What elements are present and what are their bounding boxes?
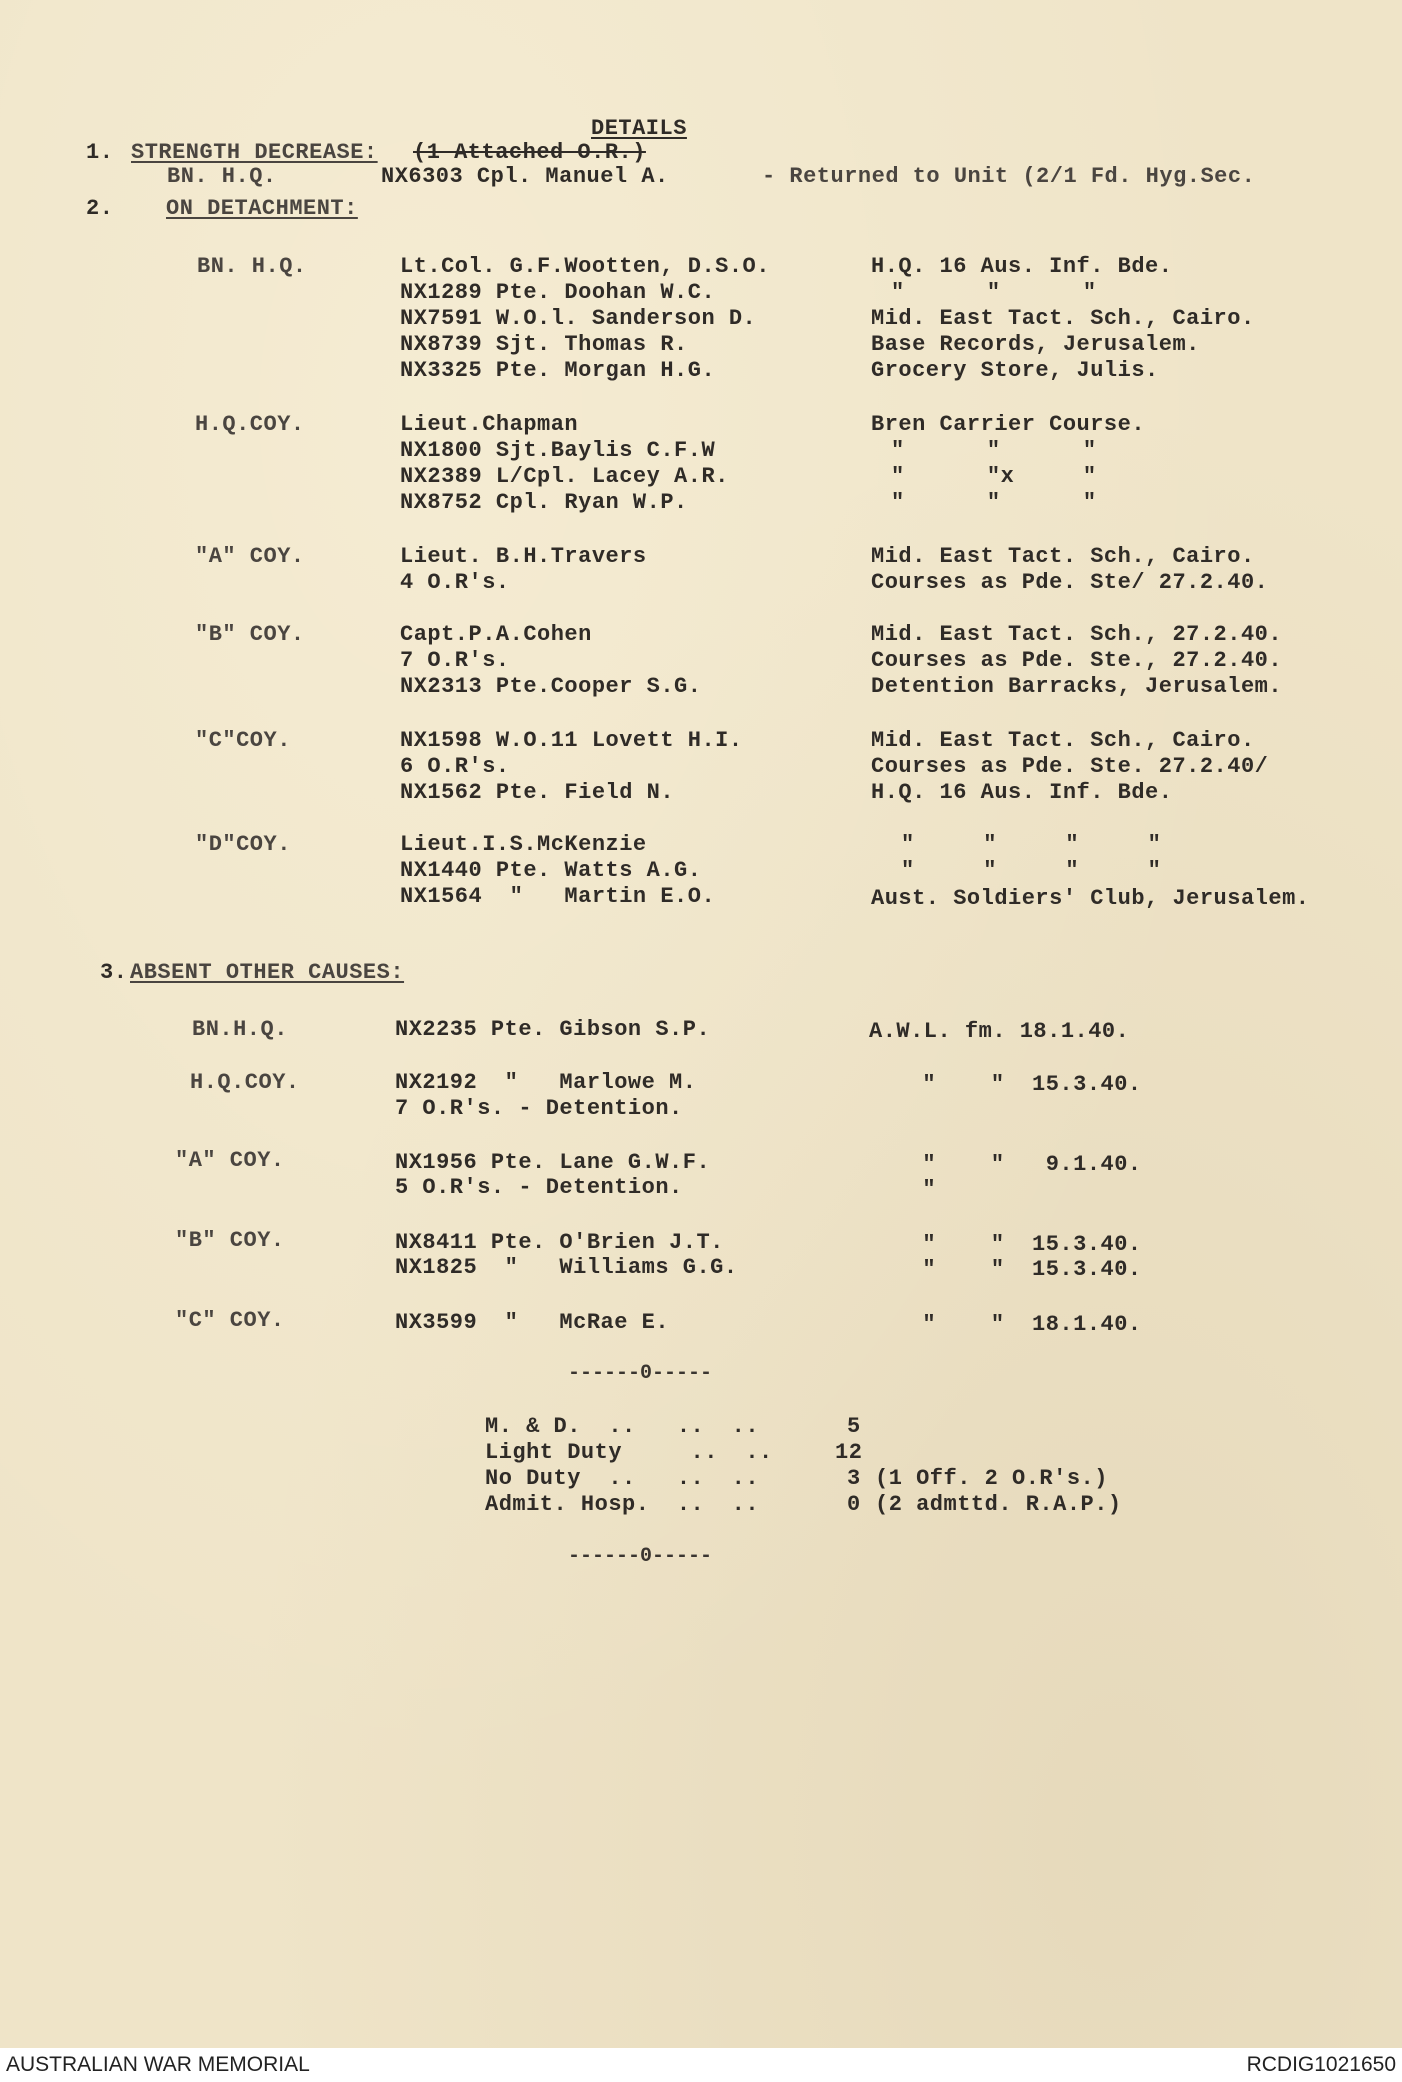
detachment-dest: " " " bbox=[891, 438, 1097, 463]
detachment-name: NX7591 W.O.l. Sanderson D. bbox=[400, 306, 757, 331]
summary-label: No Duty .. .. .. bbox=[485, 1466, 760, 1491]
detachment-dest: Courses as Pde. Ste., 27.2.40. bbox=[871, 648, 1283, 673]
absent-unit: H.Q.COY. bbox=[190, 1070, 300, 1095]
summary-label: Admit. Hosp. .. .. bbox=[485, 1492, 760, 1517]
absent-name: NX3599 " McRae E. bbox=[395, 1310, 670, 1335]
detachment-unit: "C"COY. bbox=[195, 728, 291, 753]
detachment-name: Capt.P.A.Cohen bbox=[400, 622, 592, 647]
detachment-dest: " " " bbox=[891, 280, 1097, 305]
detachment-name: NX1440 Pte. Watts A.G. bbox=[400, 858, 702, 883]
absent-unit: "C" COY. bbox=[175, 1308, 285, 1333]
detachment-unit: "B" COY. bbox=[195, 622, 305, 647]
footer-id: RCDIG1021650 bbox=[1246, 2053, 1396, 2076]
absent-dest: A.W.L. fm. 18.1.40. bbox=[869, 1019, 1130, 1044]
absent-name: NX1825 " Williams G.G. bbox=[395, 1255, 738, 1280]
detachment-name: NX1800 Sjt.Baylis C.F.W bbox=[400, 438, 716, 463]
detachment-dest: H.Q. 16 Aus. Inf. Bde. bbox=[871, 254, 1173, 279]
absent-name: 7 O.R's. - Detention. bbox=[395, 1096, 683, 1121]
absent-unit: "B" COY. bbox=[175, 1228, 285, 1253]
section-2-title: ON DETACHMENT: bbox=[166, 196, 358, 221]
detachment-dest: Grocery Store, Julis. bbox=[871, 358, 1159, 383]
detachment-name: NX1289 Pte. Doohan W.C. bbox=[400, 280, 716, 305]
detachment-dest: Detention Barracks, Jerusalem. bbox=[871, 674, 1283, 699]
separator: ------0----- bbox=[568, 1545, 713, 1568]
absent-dest: " " 15.3.40. bbox=[895, 1072, 1142, 1097]
detachment-name: NX8739 Sjt. Thomas R. bbox=[400, 332, 688, 357]
section-3-number: 3. bbox=[100, 960, 128, 985]
summary-note: (2 admttd. R.A.P.) bbox=[875, 1492, 1122, 1517]
absent-dest: " bbox=[895, 1177, 937, 1202]
section-1-title: STRENGTH DECREASE: bbox=[131, 140, 378, 165]
detachment-name: 6 O.R's. bbox=[400, 754, 510, 779]
absent-name: NX2192 " Marlowe M. bbox=[395, 1070, 697, 1095]
detachment-name: Lt.Col. G.F.Wootten, D.S.O. bbox=[400, 254, 770, 279]
detachment-name: NX8752 Cpl. Ryan W.P. bbox=[400, 490, 688, 515]
detachment-dest: Base Records, Jerusalem. bbox=[871, 332, 1200, 357]
detachment-dest: Mid. East Tact. Sch., Cairo. bbox=[871, 728, 1255, 753]
detachment-dest: " " " " bbox=[901, 832, 1162, 857]
detachment-name: Lieut. B.H.Travers bbox=[400, 544, 647, 569]
detachment-dest: H.Q. 16 Aus. Inf. Bde. bbox=[871, 780, 1173, 805]
detachment-unit: "A" COY. bbox=[195, 544, 305, 569]
absent-unit: BN.H.Q. bbox=[192, 1017, 288, 1042]
section-1-result: - Returned to Unit (2/1 Fd. Hyg.Sec. bbox=[762, 164, 1256, 189]
summary-value: 5 bbox=[847, 1414, 861, 1439]
detachment-name: NX1564 " Martin E.O. bbox=[400, 884, 716, 909]
detachment-dest: Bren Carrier Course. bbox=[871, 412, 1146, 437]
summary-value: 12 bbox=[835, 1440, 863, 1465]
absent-name: 5 O.R's. - Detention. bbox=[395, 1175, 683, 1200]
section-3-title: ABSENT OTHER CAUSES: bbox=[130, 960, 405, 985]
absent-name: NX1956 Pte. Lane G.W.F. bbox=[395, 1150, 711, 1175]
detachment-dest: " " " bbox=[891, 490, 1097, 515]
footer-source: AUSTRALIAN WAR MEMORIAL bbox=[6, 2053, 310, 2076]
detachment-dest: Mid. East Tact. Sch., Cairo. bbox=[871, 544, 1255, 569]
detachment-name: 4 O.R's. bbox=[400, 570, 510, 595]
absent-name: NX2235 Pte. Gibson S.P. bbox=[395, 1017, 711, 1042]
detachment-dest: Aust. Soldiers' Club, Jerusalem. bbox=[871, 886, 1310, 911]
absent-name: NX8411 Pte. O'Brien J.T. bbox=[395, 1230, 724, 1255]
absent-unit: "A" COY. bbox=[175, 1148, 285, 1173]
detachment-name: 7 O.R's. bbox=[400, 648, 510, 673]
detachment-dest: Mid. East Tact. Sch., 27.2.40. bbox=[871, 622, 1283, 647]
summary-label: M. & D. .. .. .. bbox=[485, 1414, 760, 1439]
detachment-name: NX2313 Pte.Cooper S.G. bbox=[400, 674, 702, 699]
detachment-name: NX1598 W.O.11 Lovett H.I. bbox=[400, 728, 743, 753]
section-2-number: 2. bbox=[86, 196, 114, 221]
detachment-name: Lieut.Chapman bbox=[400, 412, 579, 437]
detachment-dest: " " " " bbox=[901, 858, 1162, 883]
detachment-unit: BN. H.Q. bbox=[197, 254, 307, 279]
detachment-name: NX3325 Pte. Morgan H.G. bbox=[400, 358, 716, 383]
detachment-name: Lieut.I.S.McKenzie bbox=[400, 832, 647, 857]
page-heading: DETAILS bbox=[591, 116, 687, 141]
absent-dest: " " 9.1.40. bbox=[895, 1152, 1142, 1177]
summary-value: 0 bbox=[847, 1492, 861, 1517]
summary-note: (1 Off. 2 O.R's.) bbox=[875, 1466, 1108, 1491]
detachment-unit: "D"COY. bbox=[195, 832, 291, 857]
section-1-note: (1 Attached O.R.) bbox=[413, 140, 646, 165]
section-1-number: 1. bbox=[86, 140, 114, 165]
detachment-dest: Mid. East Tact. Sch., Cairo. bbox=[871, 306, 1255, 331]
detachment-dest: Courses as Pde. Ste. 27.2.40/ bbox=[871, 754, 1269, 779]
detachment-unit: H.Q.COY. bbox=[195, 412, 305, 437]
section-1-unit: BN. H.Q. bbox=[167, 164, 277, 189]
absent-dest: " " 18.1.40. bbox=[895, 1312, 1142, 1337]
detachment-dest: Courses as Pde. Ste/ 27.2.40. bbox=[871, 570, 1269, 595]
summary-value: 3 bbox=[847, 1466, 861, 1491]
section-1-entry: NX6303 Cpl. Manuel A. bbox=[381, 164, 669, 189]
absent-dest: " " 15.3.40. bbox=[895, 1232, 1142, 1257]
detachment-name: NX1562 Pte. Field N. bbox=[400, 780, 675, 805]
detachment-dest: " "x " bbox=[891, 464, 1097, 489]
absent-dest: " " 15.3.40. bbox=[895, 1257, 1142, 1282]
separator: ------0----- bbox=[568, 1362, 713, 1385]
detachment-name: NX2389 L/Cpl. Lacey A.R. bbox=[400, 464, 729, 489]
summary-label: Light Duty .. .. bbox=[485, 1440, 773, 1465]
